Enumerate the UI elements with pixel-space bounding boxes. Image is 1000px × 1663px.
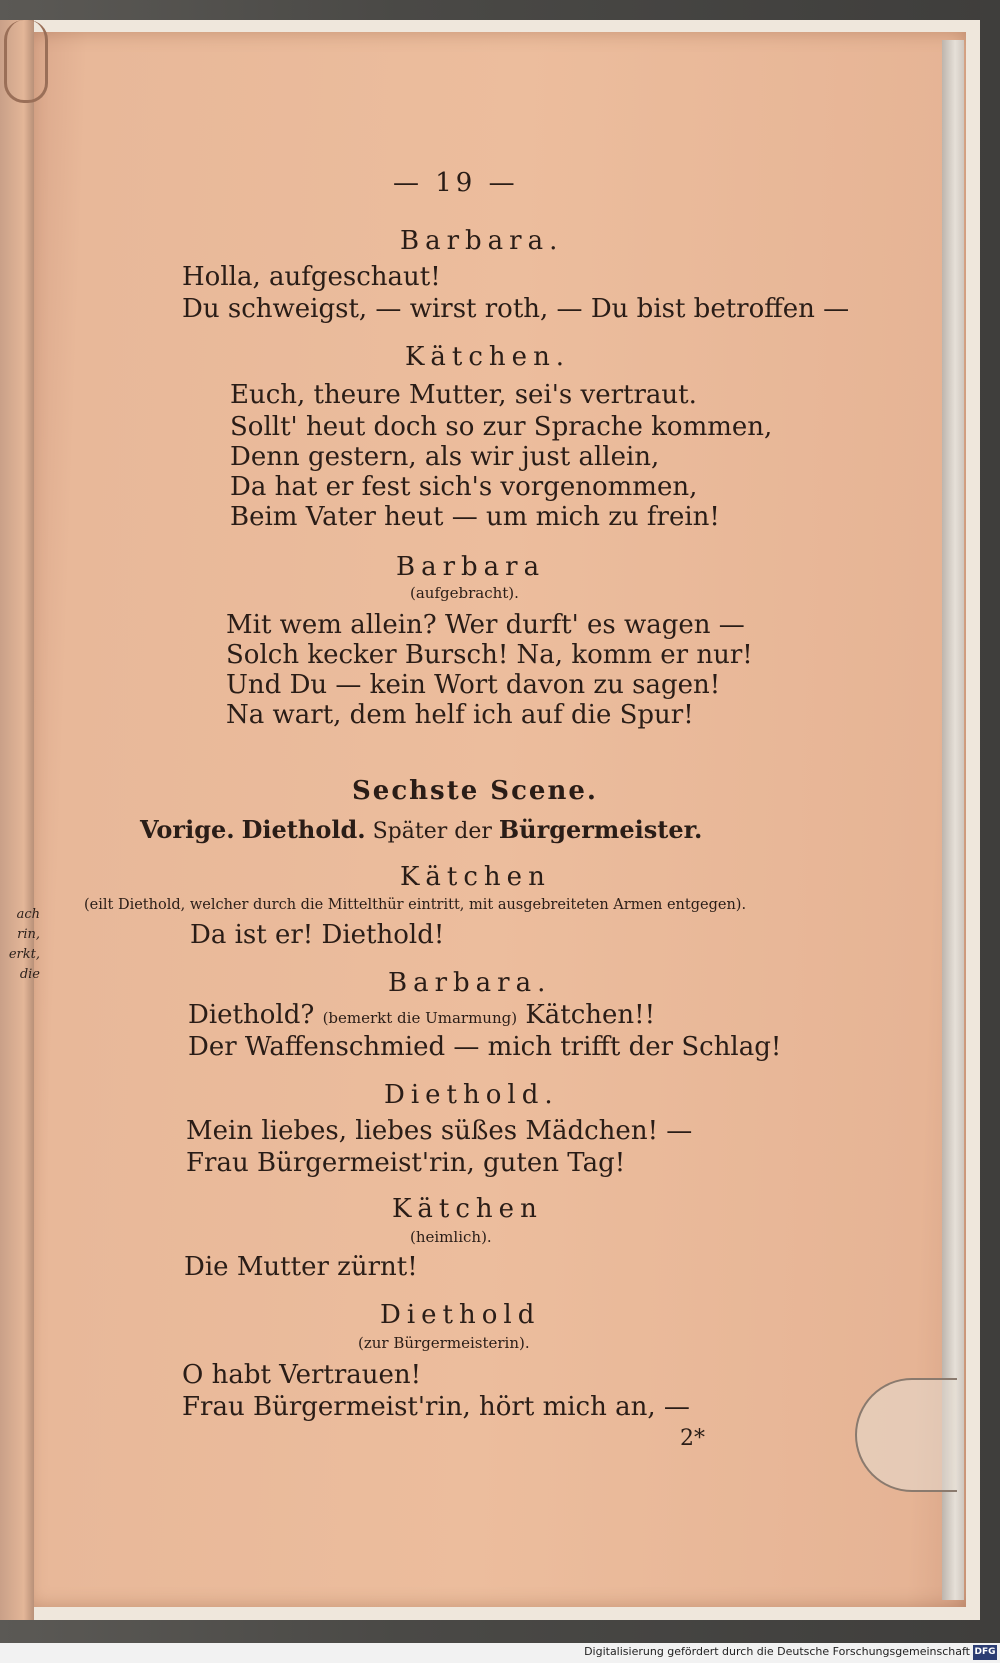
verse-line: Und Du — kein Wort davon zu sagen! — [226, 670, 721, 700]
verse-line: Da ist er! Diethold! — [190, 920, 445, 950]
speaker-name: Kätchen. — [405, 342, 571, 372]
stage-direction: (aufgebracht). — [410, 584, 519, 602]
verse-line: Sollt' heut doch so zur Sprache kommen, — [230, 412, 773, 442]
verse-line: Denn gestern, als wir just allein, — [230, 442, 660, 472]
verse-line: Der Waffenschmied — mich trifft der Schlag! — [188, 1032, 782, 1062]
verse-line — [188, 1000, 655, 1030]
verse-line: Holla, aufgeschaut! — [182, 262, 441, 292]
scene-title: Sechste Scene. — [352, 776, 598, 806]
speaker-name: Diethold — [380, 1300, 541, 1330]
speaker-name: Barbara. — [400, 226, 564, 256]
page-clip — [855, 1378, 957, 1492]
speaker-name: Kätchen — [392, 1194, 543, 1224]
margin-note — [0, 905, 40, 985]
stage-direction: (zur Bürgermeisterin). — [358, 1334, 530, 1352]
verse-line: O habt Vertrauen! — [182, 1360, 422, 1390]
verse-line: Mit wem allein? Wer durft' es wagen — — [226, 610, 745, 640]
dfg-logo: DFG — [973, 1645, 997, 1660]
stage-direction: (bemerkt die Umarmung) — [322, 1009, 518, 1027]
verse-line: Euch, theure Mutter, sei's vertraut. — [230, 380, 697, 410]
verse-line: Frau Bürgermeist'rin, hört mich an, — — [182, 1392, 690, 1422]
cast-member: Vorige. — [140, 815, 235, 844]
speaker-name: Kätchen — [400, 862, 551, 892]
previous-page-edge — [0, 20, 34, 1620]
verse-line: Du schweigst, — wirst roth, — Du bist betroffen — — [182, 294, 850, 324]
page-edge — [942, 40, 964, 1600]
verse-line: Solch kecker Bursch! Na, komm er nur! — [226, 640, 753, 670]
binding-mark — [4, 20, 48, 103]
printer-signature: 2* — [680, 1426, 705, 1451]
margin-note-line: erkt, — [8, 947, 40, 962]
margin-note-line: die — [19, 967, 40, 982]
stage-direction: (heimlich). — [410, 1228, 492, 1246]
verse-line: Die Mutter zürnt! — [184, 1252, 418, 1282]
verse-fragment: Kätchen!! — [525, 1000, 656, 1030]
page-number: — 19 — — [393, 168, 519, 198]
funding-credit: Digitalisierung gefördert durch die Deutsche Forschungsgemeinschaft — [584, 1645, 970, 1658]
verse-line: Mein liebes, liebes süßes Mädchen! — — [186, 1116, 693, 1146]
speaker-name: Barbara — [396, 552, 546, 582]
verse-line: Frau Bürgermeist'rin, guten Tag! — [186, 1148, 626, 1178]
scene-cast — [140, 815, 702, 844]
margin-note-line: rin, — [17, 927, 40, 942]
speaker-name: Diethold. — [384, 1080, 559, 1110]
verse-line: Beim Vater heut — um mich zu frein! — [230, 502, 720, 532]
margin-note-line: ach — [16, 907, 40, 922]
stage-direction: (eilt Diethold, welcher durch die Mittelthür eintritt, mit ausgebreiteten Armen entgegen). — [84, 897, 747, 913]
cast-member: Diethold. — [241, 815, 366, 844]
verse-line: Na wart, dem helf ich auf die Spur! — [226, 700, 694, 730]
cast-member: Bürgermeister. — [498, 815, 703, 844]
verse-line: Da hat er fest sich's vorgenommen, — [230, 472, 698, 502]
footer-bar — [0, 1643, 1000, 1663]
speaker-name: Barbara. — [388, 968, 552, 998]
verse-fragment: Diethold? — [188, 1000, 315, 1030]
cast-note: Später der — [372, 819, 492, 844]
